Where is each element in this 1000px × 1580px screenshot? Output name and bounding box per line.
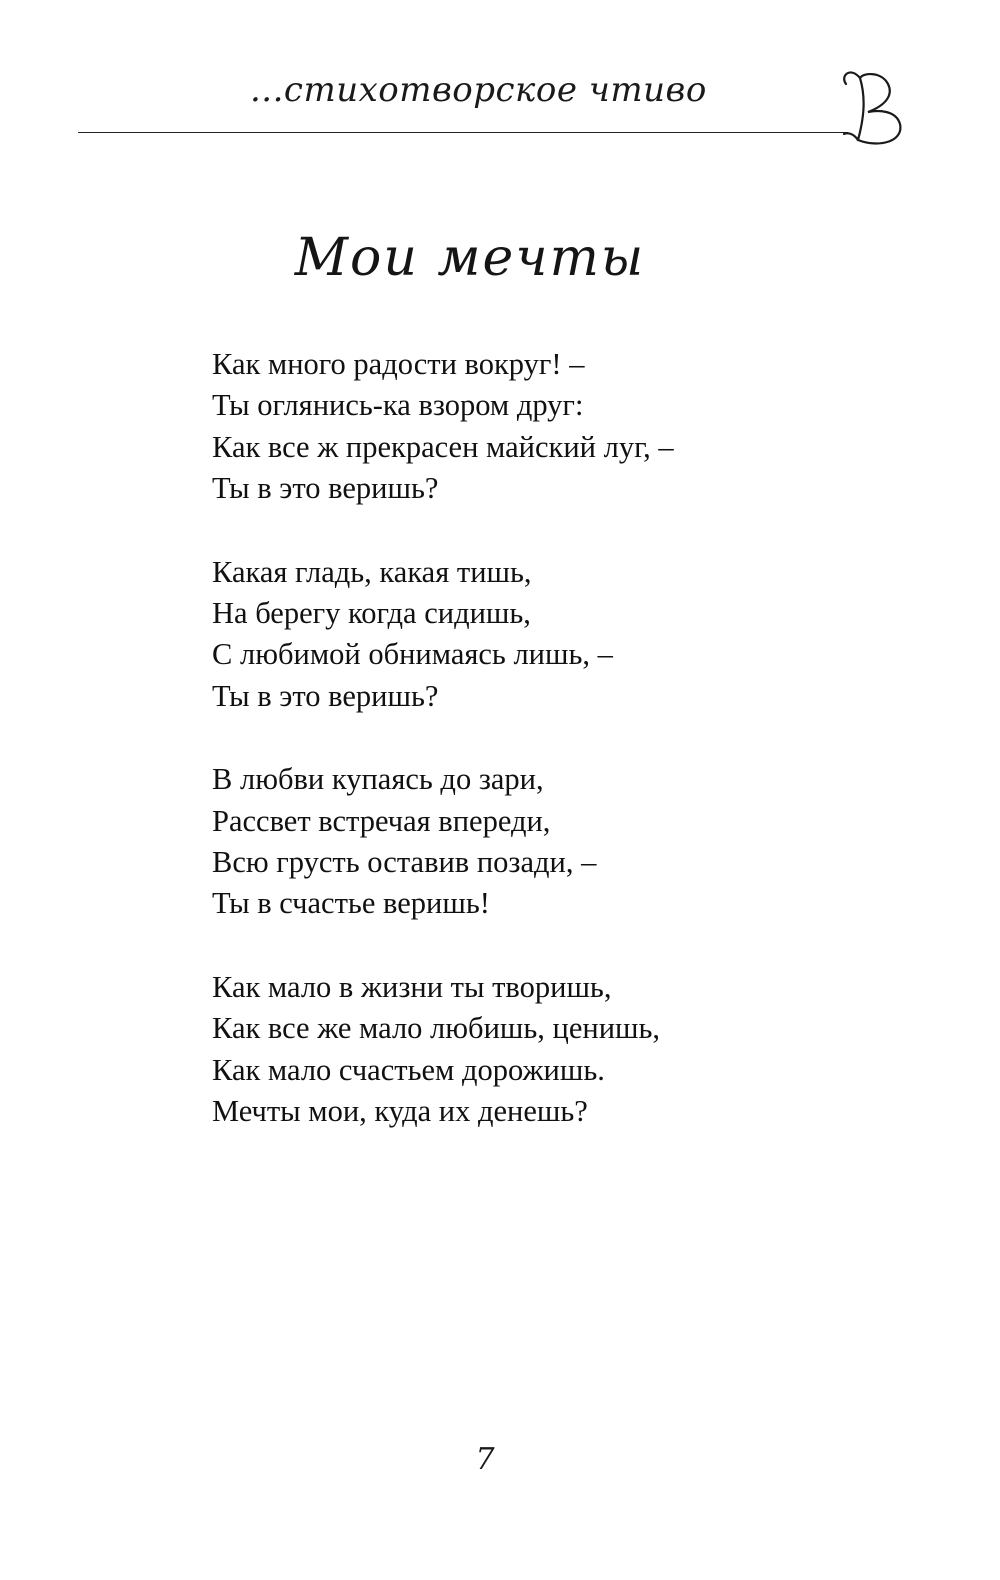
poem-body: [212, 344, 912, 1175]
poem-line: Как все же мало любишь, ценишь,: [212, 1011, 661, 1046]
poem-line: Ты в это веришь?: [212, 471, 439, 506]
running-head-title: ...стихотворское чтиво: [250, 70, 707, 110]
stanza: [212, 344, 912, 510]
poem-line: С любимой обнимаясь лишь, –: [212, 637, 613, 672]
poem-title: Мои мечты: [294, 228, 646, 288]
poem-line: В любви купаясь до зари,: [212, 762, 544, 797]
poem-line: Как мало счастьем дорожишь.: [212, 1052, 605, 1087]
section-letter-flourish: [838, 58, 918, 158]
poem-line: Как все ж прекрасен майский луг, –: [212, 429, 674, 464]
stanza: [212, 967, 912, 1133]
poem-line: Как мало в жизни ты творишь,: [212, 969, 612, 1004]
poem-line: Какая гладь, какая тишь,: [212, 554, 532, 589]
poem-line: Ты оглянись-ка взором друг:: [212, 388, 584, 423]
poem-line: Как много радости вокруг! –: [212, 347, 585, 381]
poem-line: На берегу когда сидишь,: [212, 596, 531, 631]
running-head: [0, 0, 1000, 160]
stanza: [212, 759, 912, 925]
poem-line: Ты в счастье веришь!: [212, 886, 490, 921]
poem-line: Всю грусть оставив позади, –: [212, 845, 597, 880]
header-rule: [78, 132, 848, 133]
page-number: 7: [475, 1442, 495, 1477]
poem-line: Рассвет встречая впереди,: [212, 803, 551, 838]
poem-line: Мечты мои, куда их денешь?: [212, 1094, 588, 1129]
stanza: [212, 552, 912, 718]
poem-line: Ты в это веришь?: [212, 678, 439, 713]
